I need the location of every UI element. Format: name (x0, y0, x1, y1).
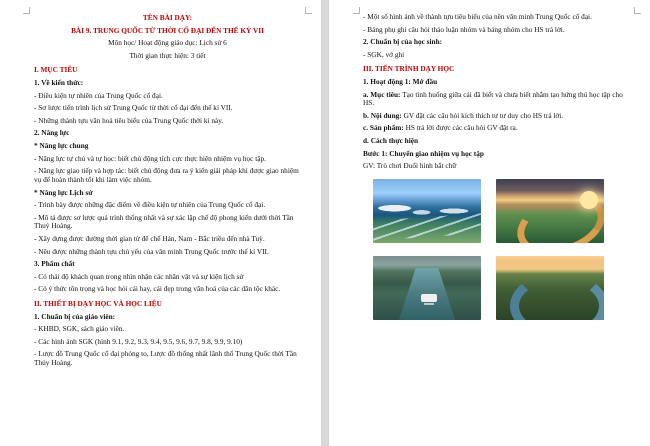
knowledge-heading: 1. Về kiến thức: (34, 78, 84, 88)
section-equipment: II. THIẾT BỊ DẠY HỌC VÀ HỌC LIỆU (34, 299, 162, 309)
teacher-prep-item: - KHBD, SGK, sách giáo viên. (34, 324, 125, 334)
product-label: c. Sản phẩm: (363, 123, 404, 133)
history-competency-item: - Nêu được những thành tựu chủ yếu của văn minh Trung Quốc trước thế kỉ VII. (34, 246, 269, 256)
history-competency-item: - Trình bày được những đặc điểm về điều kiện tự nhiên của Trung Quốc cổ đại. (34, 200, 266, 210)
content-label: b. Nội dung: (363, 110, 402, 120)
page-right (329, 0, 650, 446)
teacher-prep-item: - Bảng phụ ghi câu hỏi thảo luận nhóm và bảng nhóm cho HS trả lời. (363, 24, 565, 34)
student-prep-item: - SGK, vở ghi (363, 49, 405, 59)
content-line (363, 112, 630, 121)
page-left (0, 0, 321, 446)
page-margin-mark (353, 7, 360, 14)
teacher-prep-item: - Các hình ảnh SGK (hình 9.1, 9.2, 9.3, 9.4, 9.5, 9.6, 9.7, 9.8, 9.9, 9.10) (34, 336, 243, 346)
objective-line (363, 91, 630, 108)
river-gorge-image (373, 256, 481, 320)
step-heading: Bước 1: Chuyển giao nhiệm vụ học tập (363, 148, 484, 158)
objective-label: a. Mục tiêu: (363, 89, 401, 99)
knowledge-item: - Sơ lược tiến trình lịch sử Trung Quốc từ thời cổ đại đến thế kỉ VII. (34, 103, 233, 113)
left-page-content (34, 14, 301, 372)
section-process: III. TIẾN TRÌNH DẠY HỌC (363, 64, 455, 74)
page-margin-mark (23, 7, 30, 14)
competency-item: - Năng lực tự chủ và tự học: biết chủ động tích cực thực hiện nhiệm vụ học tập. (34, 153, 266, 163)
page-margin-mark (305, 7, 312, 14)
knowledge-item: - Những thành tựu văn hoá tiêu biểu của Trung Quốc thời kì này. (34, 115, 224, 125)
student-prep-heading: 2. Chuẩn bị của học sinh: (363, 37, 443, 47)
image-grid (373, 179, 630, 320)
lesson-title: BÀI 9. TRUNG QUỐC TỪ THỜI CỔ ĐẠI ĐẾN THẾ KỶ VII (71, 25, 264, 35)
product-text: HS trả lời được các câu hỏi GV đặt ra. (405, 123, 518, 133)
time-line: Thời gian thực hiện: 3 tiết (129, 50, 206, 60)
subject-line: Môn học/ Hoạt động giáo dục: Lịch sử 6 (108, 38, 227, 48)
quality-item: - Có thái độ khách quan trong nhìn nhận các nhân vật và sự kiện lịch sử (34, 271, 244, 281)
teacher-prep-item: - Lược đồ Trung Quốc cổ đại phóng to, Lược đồ thống nhất lãnh thổ Trung Quốc thời Tần Thủy Hoàng. (34, 349, 297, 368)
qualities-heading: 3. Phẩm chất (34, 259, 75, 269)
content-text: GV đặt các câu hỏi kích thích tư tư duy cho HS trả lời. (403, 110, 564, 120)
general-competency-heading: * Năng lực chung (34, 141, 89, 151)
river-bend-image (496, 179, 604, 243)
history-competency-item: - Xây dựng được đường thời gian từ đế chế Hán, Nam - Bắc triều đến nhà Tuỳ. (34, 233, 265, 243)
product-line (363, 124, 630, 133)
teacher-game-line: GV: Trò chơi Đuổi hình bắt chữ (363, 161, 457, 171)
competency-heading: 2. Năng lực (34, 128, 70, 138)
teacher-prep-item: - Một số hình ảnh về thành tựu tiêu biểu của nền văn minh Trung Quốc cổ đại. (363, 12, 592, 21)
history-competency-heading: * Năng lực Lịch sử (34, 187, 93, 197)
section-goals: I. MỤC TIÊU (34, 65, 78, 75)
method-heading: d. Cách thực hiện (363, 136, 419, 146)
competency-item: - Năng lực giao tiếp và hợp tác: biết chủ động đưa ra ý kiến giải pháp khi được giao nhiệm vụ để hoàn thành tốt khi làm việc nhóm. (34, 166, 299, 184)
knowledge-item: - Điều kiện tự nhiên của Trung Quốc cổ đại. (34, 90, 163, 100)
page-margin-mark (634, 7, 641, 14)
river-delta-image (373, 179, 481, 243)
activity-heading: 1. Hoạt động 1: Mở đầu (363, 77, 438, 87)
river-loop-image (496, 256, 604, 320)
objective-text: Tạo tình huống giữa cái đã biết và chưa biết nhằm tạo hứng thú học tập cho HS. (363, 89, 623, 108)
right-page-content (363, 13, 630, 320)
teacher-prep-heading: 1. Chuẩn bị của giáo viên: (34, 311, 116, 321)
history-competency-item: - Mô tả được sơ lược quá trình thống nhất và sự xác lập chế độ phong kiến dưới thời Tần Thuỷ Hoàng. (34, 212, 294, 231)
quality-item: - Có ý thức tôn trọng và học hỏi cái hay, cái đẹp trong văn hoá của các dân tộc khác. (34, 284, 281, 294)
lesson-header-title: TÊN BÀI DẠY: (142, 13, 193, 22)
